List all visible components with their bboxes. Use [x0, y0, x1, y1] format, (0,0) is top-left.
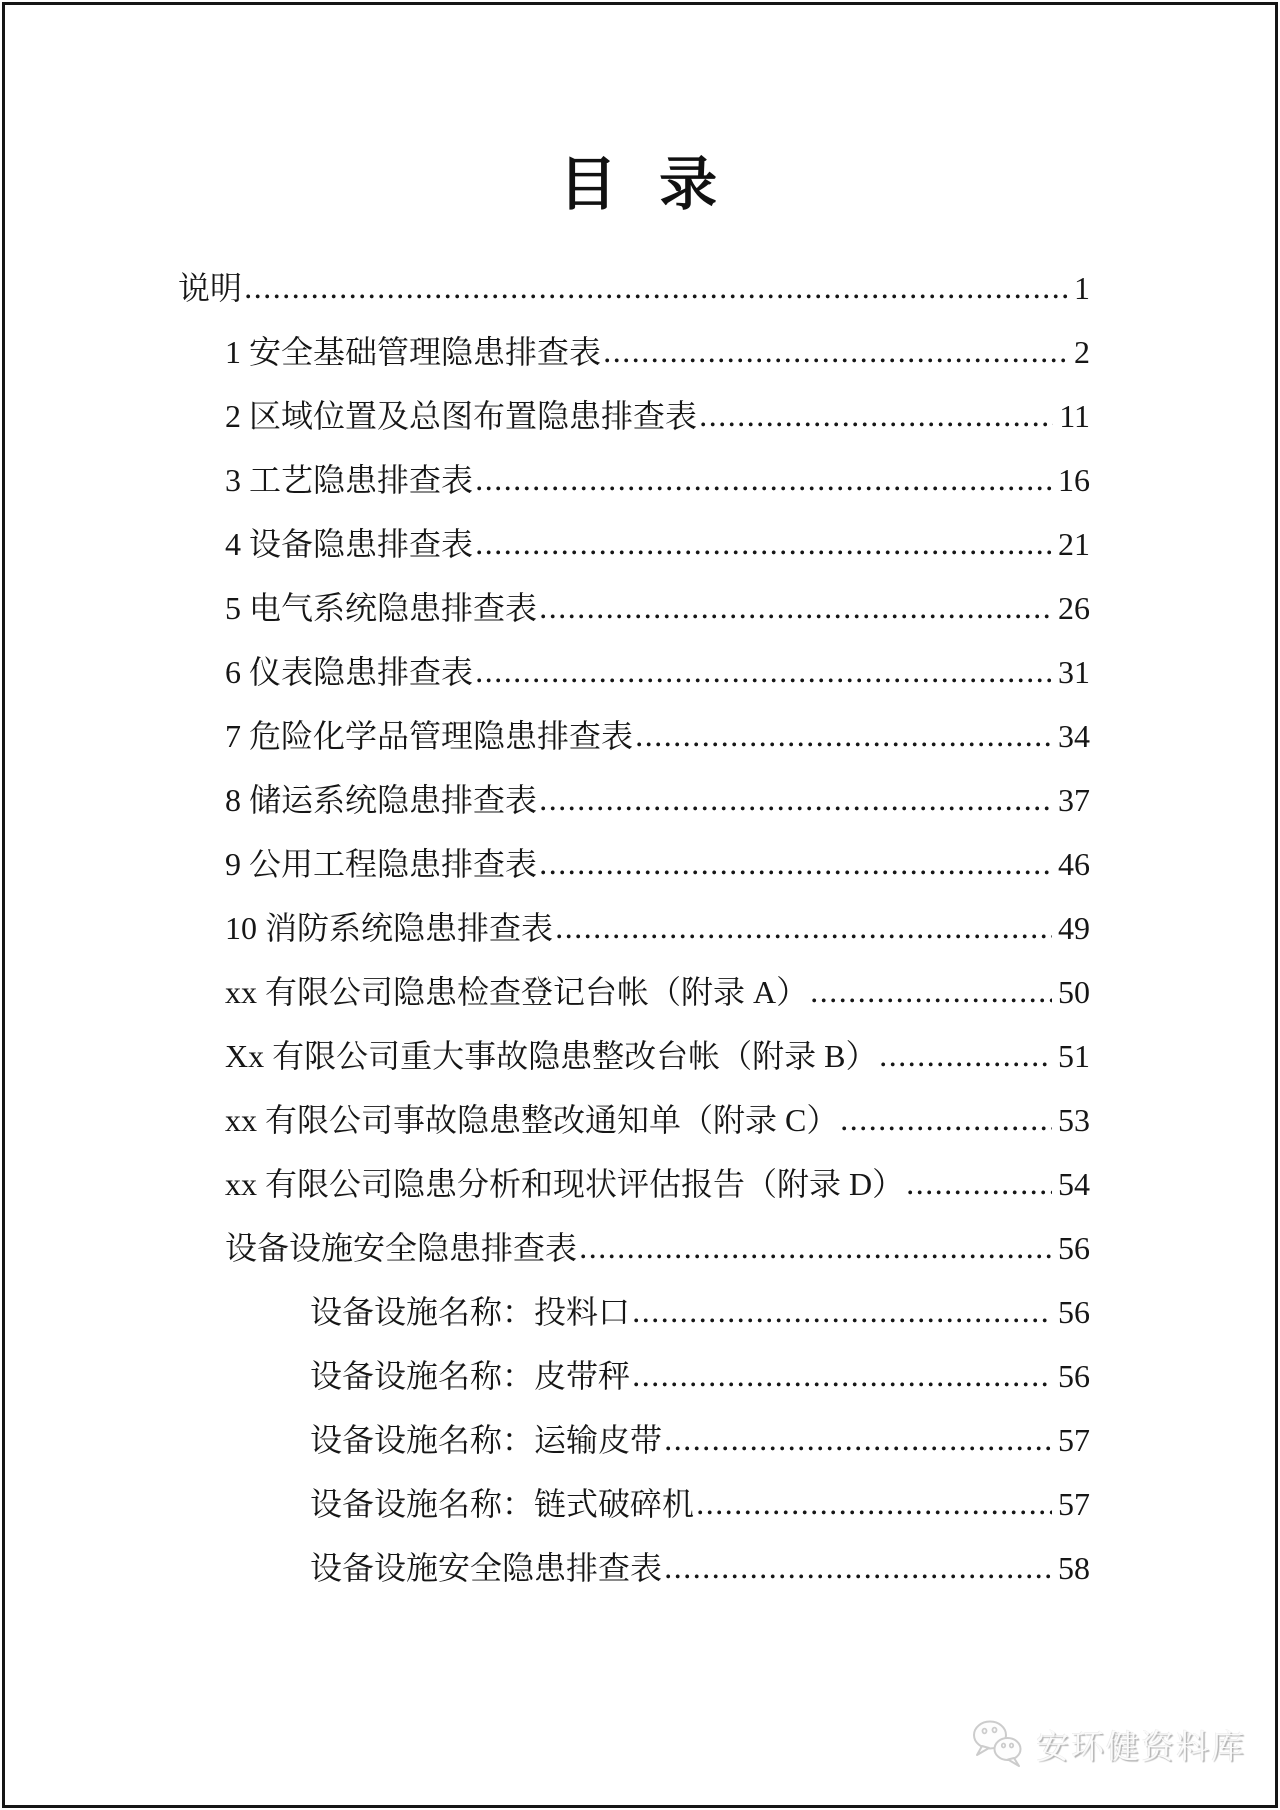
toc-entry-label: 设备设施名称：链式破碎机 — [310, 1486, 695, 1522]
toc-entry-label: 7 危险化学品管理隐患排查表 — [225, 718, 634, 754]
wechat-bubbles-icon — [970, 1718, 1028, 1770]
toc-entry-page-number: 1 — [1074, 270, 1090, 306]
toc-entry — [178, 710, 1090, 774]
toc-entry — [178, 1414, 1090, 1478]
toc-entry-label: 6 仪表隐患排查表 — [225, 654, 474, 690]
dotted-leader — [605, 358, 1068, 363]
toc-entry-page-number: 37 — [1058, 782, 1090, 818]
toc-entry-page-number: 21 — [1058, 526, 1090, 562]
toc-entry-label: 8 储运系统隐患排查表 — [225, 782, 538, 818]
toc-entry-label: 设备设施安全隐患排查表 — [225, 1230, 578, 1266]
toc-entry-label: xx 有限公司隐患检查登记台帐（附录 A） — [225, 974, 809, 1010]
watermark — [970, 1718, 1246, 1770]
dotted-leader — [701, 422, 1053, 427]
dotted-leader — [666, 1574, 1052, 1579]
toc-entry-label: 10 消防系统隐患排查表 — [225, 910, 554, 946]
toc-entry-page-number: 31 — [1058, 654, 1090, 690]
toc-entry-page-number: 11 — [1059, 398, 1090, 434]
dotted-leader — [541, 614, 1052, 619]
toc-entry — [178, 1030, 1090, 1094]
toc-entry — [178, 326, 1090, 390]
toc-entry-page-number: 53 — [1058, 1102, 1090, 1138]
toc-entry — [178, 390, 1090, 454]
toc-entry — [178, 1478, 1090, 1542]
dotted-leader — [477, 486, 1052, 491]
toc-entry — [178, 454, 1090, 518]
toc-entry-label: 2 区域位置及总图布置隐患排查表 — [225, 398, 698, 434]
toc-entry-label: 设备设施名称：皮带秤 — [310, 1358, 631, 1394]
toc-entry-page-number: 50 — [1058, 974, 1090, 1010]
page-title: 目 录 — [558, 150, 722, 218]
toc-entry — [178, 262, 1090, 326]
watermark-text: 安环健资料库 — [1036, 1726, 1246, 1766]
toc-entry-page-number: 57 — [1058, 1486, 1090, 1522]
toc-entry — [178, 1542, 1090, 1606]
dotted-leader — [477, 550, 1052, 555]
toc-entry — [178, 1222, 1090, 1286]
dotted-leader — [637, 742, 1052, 747]
toc-entry-page-number: 56 — [1058, 1230, 1090, 1266]
toc-entry-label: xx 有限公司事故隐患整改通知单（附录 C） — [225, 1102, 839, 1138]
toc-list — [178, 262, 1090, 1606]
toc-entry — [178, 1158, 1090, 1222]
dotted-leader — [666, 1446, 1052, 1451]
toc-entry — [178, 966, 1090, 1030]
toc-entry-page-number: 57 — [1058, 1422, 1090, 1458]
toc-entry-label: 5 电气系统隐患排查表 — [225, 590, 538, 626]
toc-entry-page-number: 54 — [1058, 1166, 1090, 1202]
toc-entry-page-number: 26 — [1058, 590, 1090, 626]
toc-entry-label: 设备设施名称：投料口 — [310, 1294, 631, 1330]
toc-entry-label: 4 设备隐患排查表 — [225, 526, 474, 562]
dotted-leader — [557, 934, 1052, 939]
toc-entry — [178, 582, 1090, 646]
dotted-leader — [842, 1126, 1052, 1131]
toc-entry-page-number: 16 — [1058, 462, 1090, 498]
toc-entry-page-number: 34 — [1058, 718, 1090, 754]
toc-entry-label: 9 公用工程隐患排查表 — [225, 846, 538, 882]
toc-entry-label: 说明 — [178, 270, 243, 306]
toc-entry-label: 设备设施名称：运输皮带 — [310, 1422, 663, 1458]
toc-entry — [178, 774, 1090, 838]
toc-entry — [178, 902, 1090, 966]
toc-entry-label: 设备设施安全隐患排查表 — [310, 1550, 663, 1586]
toc-entry-label: 3 工艺隐患排查表 — [225, 462, 474, 498]
toc-entry — [178, 838, 1090, 902]
dotted-leader — [246, 294, 1068, 299]
dotted-leader — [581, 1254, 1052, 1259]
toc-entry-page-number: 46 — [1058, 846, 1090, 882]
toc-entry-label: xx 有限公司隐患分析和现状评估报告（附录 D） — [225, 1166, 905, 1202]
dotted-leader — [908, 1190, 1052, 1195]
dotted-leader — [634, 1318, 1052, 1323]
dotted-leader — [698, 1510, 1052, 1515]
toc-entry-page-number: 2 — [1074, 334, 1090, 370]
toc-entry-page-number: 51 — [1058, 1038, 1090, 1074]
toc-entry-page-number: 49 — [1058, 910, 1090, 946]
toc-entry — [178, 1350, 1090, 1414]
toc-entry-page-number: 56 — [1058, 1294, 1090, 1330]
dotted-leader — [541, 870, 1052, 875]
dotted-leader — [541, 806, 1052, 811]
toc-entry-page-number: 56 — [1058, 1358, 1090, 1394]
toc-entry — [178, 1286, 1090, 1350]
toc-entry-label: 1 安全基础管理隐患排查表 — [225, 334, 602, 370]
toc-entry — [178, 518, 1090, 582]
toc-entry-page-number: 58 — [1058, 1550, 1090, 1586]
dotted-leader — [477, 678, 1052, 683]
dotted-leader — [881, 1062, 1052, 1067]
toc-entry — [178, 646, 1090, 710]
dotted-leader — [634, 1382, 1052, 1387]
dotted-leader — [812, 998, 1052, 1003]
toc-entry-label: Xx 有限公司重大事故隐患整改台帐（附录 B） — [225, 1038, 878, 1074]
toc-entry — [178, 1094, 1090, 1158]
